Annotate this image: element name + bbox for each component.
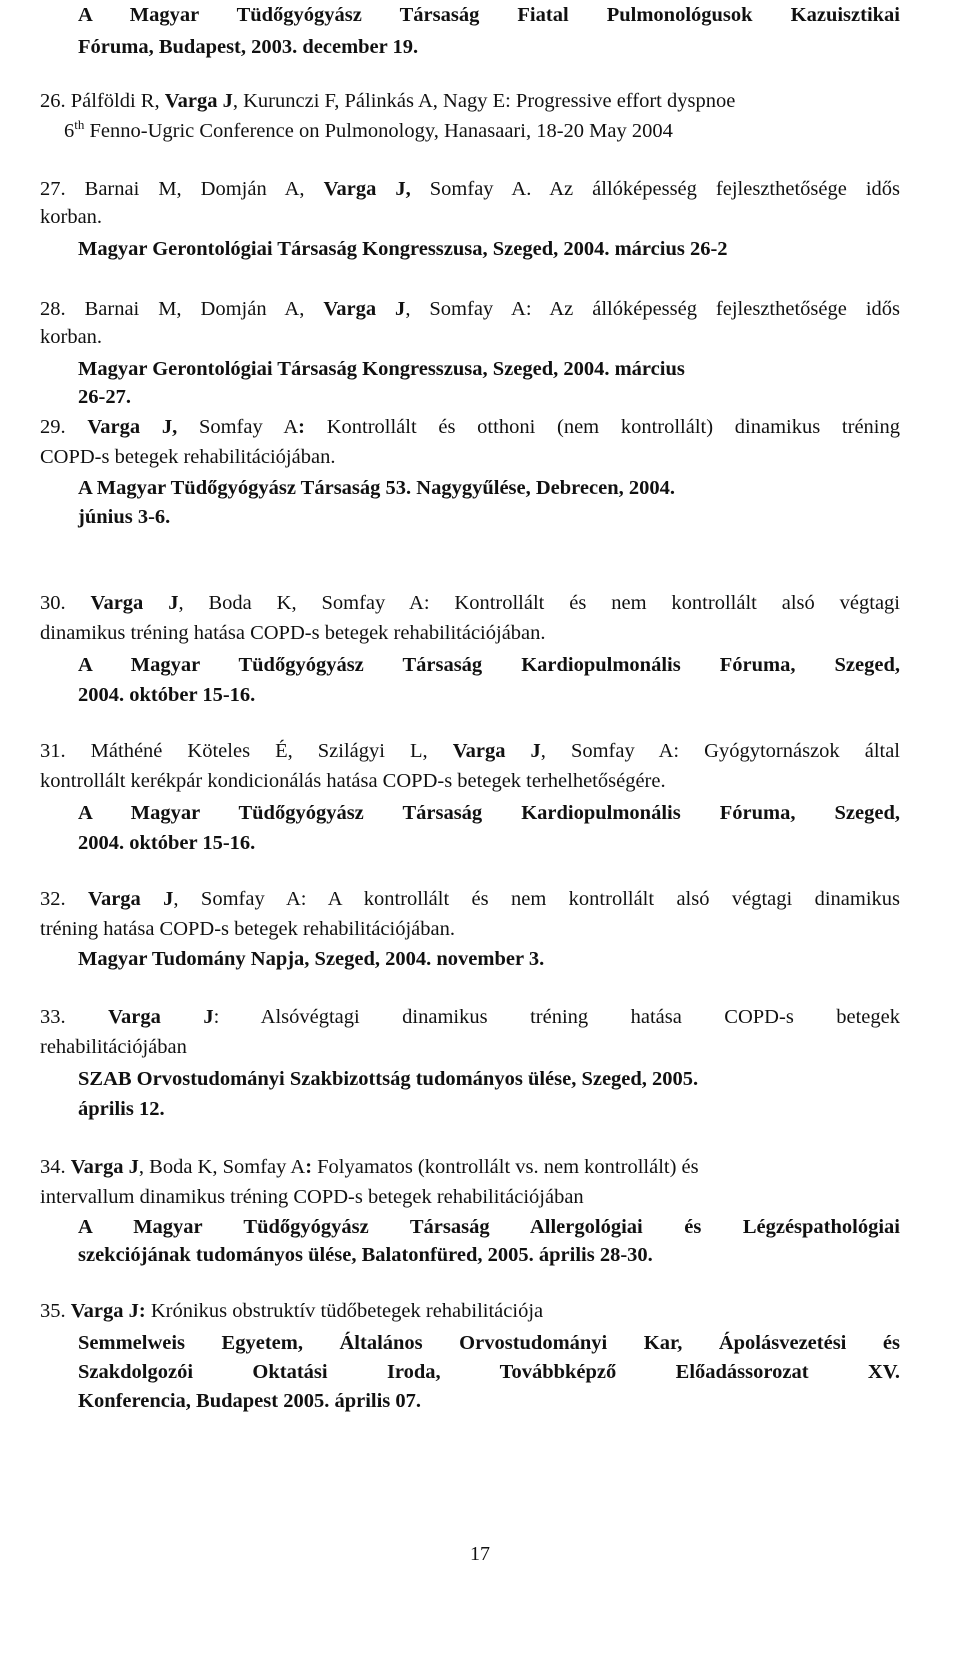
citation-number: 26. xyxy=(40,90,66,112)
citation-29-venue: A Magyar Tüdőgyógyász Társaság 53. Nagygyűlése, Debrecen, 2004. xyxy=(78,477,675,499)
citation-33-line2: rehabilitációjában xyxy=(40,1036,187,1058)
citation-27-line1 xyxy=(40,176,900,202)
citation-35-venue: Konferencia, Budapest 2005. április 07. xyxy=(78,1390,422,1412)
citation-number: 32. xyxy=(40,888,66,910)
citation-28-line1 xyxy=(40,296,900,322)
author-highlight: Varga J: xyxy=(70,1300,146,1322)
citation-30-line2: dinamikus tréning hatása COPD-s betegek rehabilitációjában. xyxy=(40,622,546,644)
citation-30-line1 xyxy=(40,590,900,616)
citation-30-venue: 2004. október 15-16. xyxy=(78,684,256,706)
citation-29-venue: június 3-6. xyxy=(78,506,171,528)
citation-31-venue: A Magyar Tüdőgyógyász Társaság Kardiopulmonális Fóruma, Szeged, xyxy=(78,802,900,824)
citation-28-venue: 26-27. xyxy=(78,386,131,408)
citation-title: Krónikus obstruktív tüdőbetegek rehabilitációja xyxy=(145,1300,544,1322)
page-number: 17 xyxy=(470,1543,490,1565)
citation-35-venue: Szakdolgozói Oktatási Iroda, Továbbképző Előadássorozat XV. xyxy=(78,1361,900,1383)
citation-authors: Somfay A xyxy=(177,416,299,438)
author-highlight: Varga J xyxy=(88,888,174,910)
citation-title: Folyamatos (kontrollált vs. nem kontrollált) és xyxy=(312,1156,699,1178)
citation-28-venue: Magyar Gerontológiai Társaság Kongresszusa, Szeged, 2004. március xyxy=(78,358,685,380)
citation-authors: Barnai M, Domján A, xyxy=(84,178,324,200)
citation-26-line2 xyxy=(64,118,924,144)
citation-authors: Barnai M, Domján A, xyxy=(84,298,324,320)
citation-32-venue: Magyar Tudomány Napja, Szeged, 2004. november 3. xyxy=(78,948,545,970)
citation-number: 28. xyxy=(40,298,66,320)
citation-authors: Pálföldi R, xyxy=(70,90,165,112)
citation-number: 30. xyxy=(40,592,66,614)
author-highlight: Varga J xyxy=(452,740,541,762)
citation-number: 31. xyxy=(40,740,66,762)
citation-31-venue: 2004. október 15-16. xyxy=(78,832,256,854)
venue-line: A Magyar Tüdőgyógyász Társaság Fiatal Pulmonológusok Kazuisztikai xyxy=(78,4,900,26)
citation-number: 34. xyxy=(40,1156,66,1178)
citation-32-line1 xyxy=(40,886,900,912)
author-highlight: Varga J xyxy=(108,1006,214,1028)
citation-title: Kontrollált és otthoni (nem kontrollált) dinamikus tréning xyxy=(304,416,901,438)
citation-34-line1 xyxy=(40,1154,900,1180)
venue-line: Fóruma, Budapest, 2003. december 19. xyxy=(78,36,419,58)
citation-title: , Boda K, Somfay A: Kontrollált és nem kontrollált alsó végtagi xyxy=(178,592,900,614)
citation-32-line2: tréning hatása COPD-s betegek rehabilitációjában. xyxy=(40,918,455,940)
citation-authors: , Boda K, Somfay A xyxy=(138,1156,306,1178)
author-highlight: Varga J xyxy=(90,592,179,614)
citation-venue: Fenno-Ugric Conference on Pulmonology, Hanasaari, 18-20 May 2004 xyxy=(84,120,673,142)
citation-34-venue: A Magyar Tüdőgyógyász Társaság Allergológiai és Légzéspathológiai xyxy=(78,1216,900,1238)
citation-27-venue xyxy=(78,236,900,262)
citation-33-venue: április 12. xyxy=(78,1098,165,1120)
citation-28-line2: korban. xyxy=(40,326,103,348)
author-highlight: Varga J, xyxy=(87,416,178,438)
citation-number: 27. xyxy=(40,178,66,200)
citation-35-line1 xyxy=(40,1298,900,1324)
citation-27-line2: korban. xyxy=(40,206,103,228)
citation-number: 29. xyxy=(40,416,66,438)
citation-29-line1 xyxy=(40,414,900,440)
citation-title: Somfay A. Az állóképesség fejleszthetősége idős xyxy=(410,178,901,200)
citation-authors-rest: , Kurunczi F, Pálinkás A, Nagy E: Progressive effort dyspnoe xyxy=(232,90,736,112)
colon: : xyxy=(298,416,305,438)
citation-title: , Somfay A: Az állóképesség fejleszthetősége idős xyxy=(405,298,900,320)
citation-title: , Somfay A: A kontrollált és nem kontrollált alsó végtagi dinamikus xyxy=(173,888,900,910)
author-highlight: Varga J xyxy=(323,298,406,320)
citation-30-venue: A Magyar Tüdőgyógyász Társaság Kardiopulmonális Fóruma, Szeged, xyxy=(78,654,900,676)
citation-31-line1 xyxy=(40,738,900,764)
citation-venue: Magyar Gerontológiai Társaság Kongresszusa, Szeged, 2004. március 26-2 xyxy=(78,238,728,260)
author-highlight: Varga J xyxy=(70,1156,139,1178)
author-highlight: Varga J xyxy=(164,90,233,112)
citation-35-venue: Semmelweis Egyetem, Általános Orvostudományi Kar, Ápolásvezetési és xyxy=(78,1332,900,1354)
citation-34-venue: szekciójának tudományos ülése, Balatonfüred, 2005. április 28-30. xyxy=(78,1244,653,1266)
author-highlight: Varga J, xyxy=(323,178,411,200)
citation-33-line1 xyxy=(40,1004,900,1030)
citation-34-line2: intervallum dinamikus tréning COPD-s betegek rehabilitációjában xyxy=(40,1186,584,1208)
citation-authors: Máthéné Köteles É, Szilágyi L, xyxy=(90,740,453,762)
colon: : xyxy=(305,1156,313,1178)
citation-26-line1 xyxy=(40,88,900,114)
citation-33-venue: SZAB Orvostudományi Szakbizottság tudományos ülése, Szeged, 2005. xyxy=(78,1068,699,1090)
citation-title: , Somfay A: Gyógytornászok által xyxy=(540,740,900,762)
citation-number: 33. xyxy=(40,1006,66,1028)
citation-number: 35. xyxy=(40,1300,66,1322)
citation-venue: 6 xyxy=(64,120,75,142)
citation-title: : Alsóvégtagi dinamikus tréning hatása COPD-s betegek xyxy=(213,1006,901,1028)
citation-31-line2: kontrollált kerékpár kondicionálás hatása COPD-s betegek terhelhetőségére. xyxy=(40,770,666,792)
citation-29-line2: COPD-s betegek rehabilitációjában. xyxy=(40,446,336,468)
superscript: th xyxy=(74,117,85,133)
